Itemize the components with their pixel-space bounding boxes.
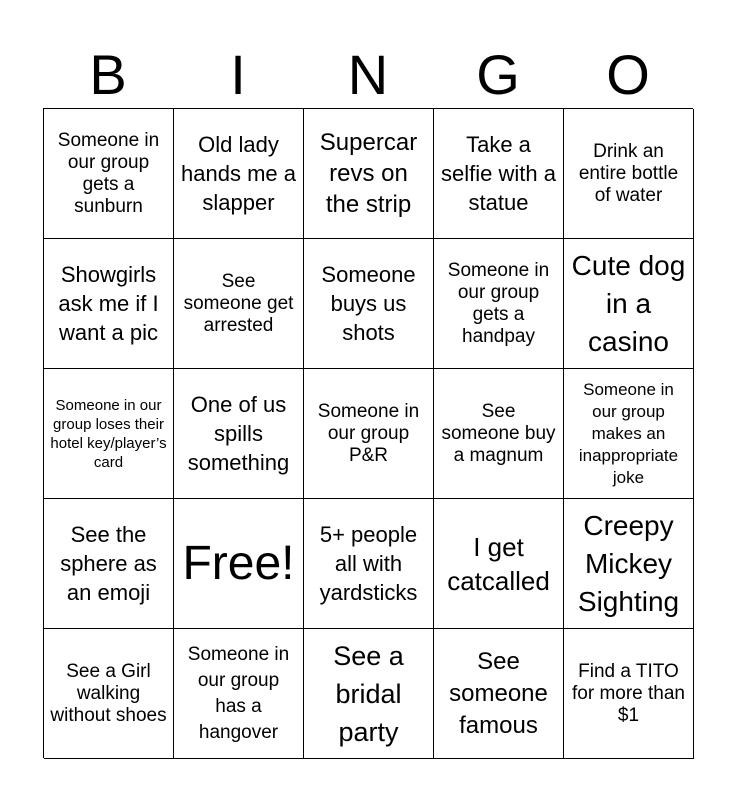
bingo-cell-text: See someone famous	[449, 647, 548, 739]
bingo-cell-text: Someone in our group gets a sunburn	[57, 129, 160, 217]
bingo-cell-r4-c1[interactable]	[44, 499, 174, 629]
bingo-cell-text: Cute dog in a casino	[571, 249, 686, 357]
bingo-cell-r1-c1[interactable]	[44, 109, 174, 239]
bingo-card-grid	[43, 108, 693, 758]
bingo-cell-r1-c5[interactable]	[564, 109, 694, 239]
bingo-cell-r4-c2[interactable]	[174, 499, 304, 629]
bingo-cell-text: Showgirls ask me if I want a pic	[58, 262, 159, 345]
bingo-cell-r3-c4[interactable]	[434, 369, 564, 499]
bingo-header	[43, 44, 693, 106]
header-letter-i: I	[230, 43, 246, 106]
bingo-cell-text: Someone in our group makes an inappropriate joke	[578, 379, 679, 487]
bingo-cell-text: 5+ people all with yardsticks	[319, 522, 418, 605]
header-letter-n: N	[347, 43, 389, 106]
bingo-cell-r4-c4[interactable]	[434, 499, 564, 629]
bingo-cell-text: Creepy Mickey Sighting	[577, 509, 680, 617]
bingo-cell-r3-c1[interactable]	[44, 369, 174, 499]
header-letter-b: B	[89, 43, 127, 106]
bingo-cell-text: Old lady hands me a slapper	[181, 132, 296, 215]
bingo-cell-r4-c5[interactable]	[564, 499, 694, 629]
bingo-cell-text: See someone buy a magnum	[441, 400, 556, 466]
bingo-cell-r5-c5[interactable]	[564, 629, 694, 759]
bingo-cell-r2-c3[interactable]	[304, 239, 434, 369]
bingo-cell-r5-c4[interactable]	[434, 629, 564, 759]
bingo-cell-r3-c2[interactable]	[174, 369, 304, 499]
bingo-cell-r1-c4[interactable]	[434, 109, 564, 239]
bingo-cell-text: Supercar revs on the strip	[319, 129, 418, 218]
bingo-cell-r2-c2[interactable]	[174, 239, 304, 369]
bingo-cell-text: Someone in our group has a hangover	[187, 643, 290, 743]
bingo-cell-text: Someone in our group loses their hotel key/player’s card	[50, 396, 167, 471]
bingo-cell-r3-c5[interactable]	[564, 369, 694, 499]
bingo-cell-text: Find a TITO for more than $1	[572, 660, 685, 726]
bingo-cell-r2-c5[interactable]	[564, 239, 694, 369]
bingo-cell-text: See someone get arrested	[183, 270, 294, 336]
bingo-cell-text: See the sphere as an emoji	[60, 522, 157, 605]
bingo-cell-free: Free!	[182, 536, 295, 590]
bingo-cell-text: Someone buys us shots	[321, 262, 416, 345]
bingo-cell-r2-c4[interactable]	[434, 239, 564, 369]
bingo-cell-text: Someone in our group gets a handpay	[447, 259, 550, 347]
bingo-cell-text: Take a selfie with a statue	[441, 132, 556, 215]
bingo-cell-r3-c3[interactable]	[304, 369, 434, 499]
bingo-cell-r1-c3[interactable]	[304, 109, 434, 239]
bingo-cell-text: Drink an entire bottle of water	[578, 140, 679, 206]
header-letter-g: G	[476, 43, 520, 106]
bingo-cell-text: See a Girl walking without shoes	[50, 660, 167, 726]
bingo-cell-r1-c2[interactable]	[174, 109, 304, 239]
bingo-cell-text: See a bridal party	[333, 640, 404, 747]
bingo-cell-r4-c3[interactable]	[304, 499, 434, 629]
bingo-cell-r2-c1[interactable]	[44, 239, 174, 369]
bingo-cell-r5-c3[interactable]	[304, 629, 434, 759]
bingo-cell-text: Someone in our group P&R	[317, 400, 420, 466]
bingo-cell-text: One of us spills something	[187, 392, 290, 475]
bingo-cell-r5-c1[interactable]	[44, 629, 174, 759]
header-letter-o: O	[606, 43, 650, 106]
bingo-cell-r5-c2[interactable]	[174, 629, 304, 759]
bingo-cell-text: I get catcalled	[447, 531, 550, 596]
